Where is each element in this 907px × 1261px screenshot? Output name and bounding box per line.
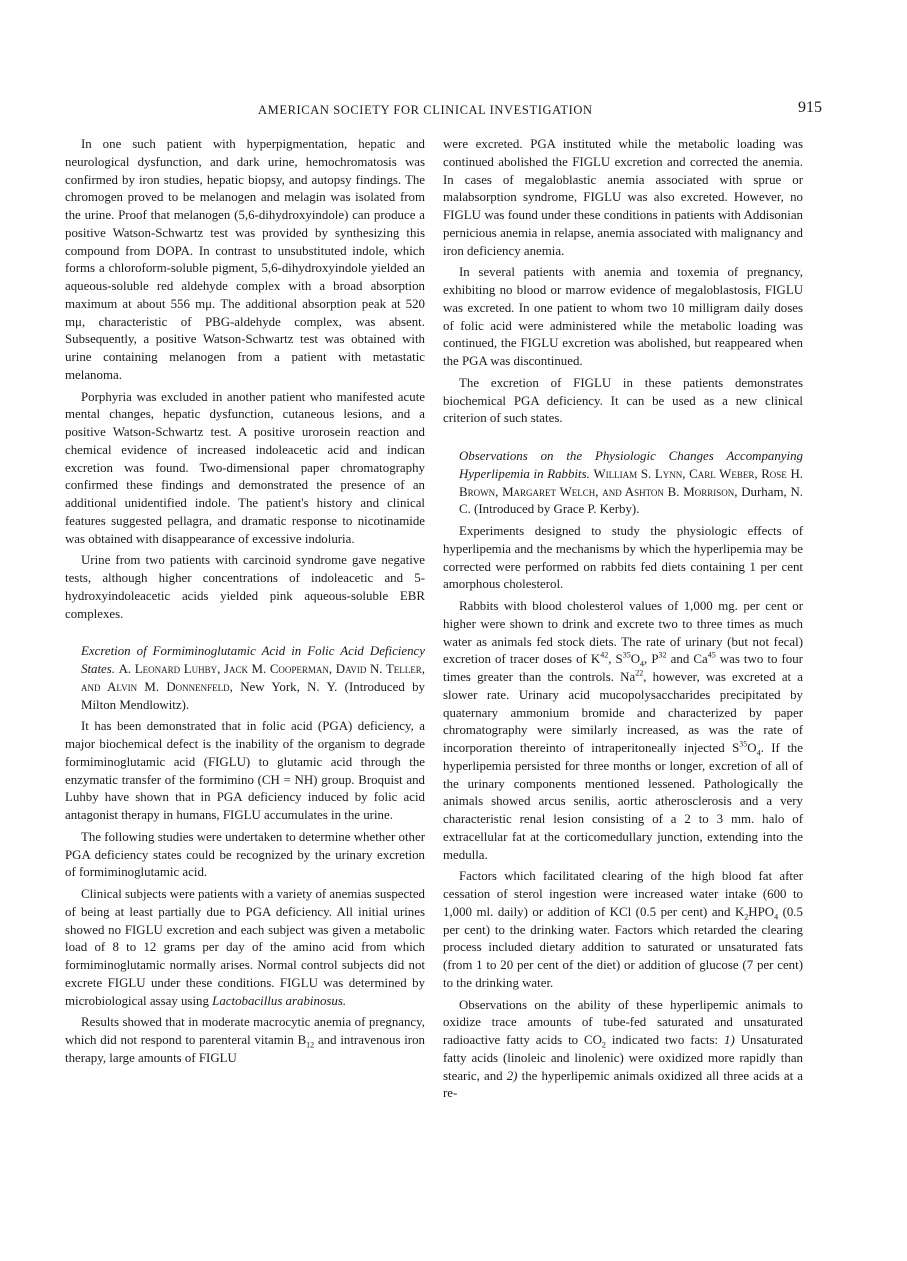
paragraph-text: Results showed that in moderate macrocytic anemia of pregnancy, which did not respond to parenteral vitamin B [65, 1015, 425, 1047]
paragraph-text: , P [644, 652, 659, 667]
left-column [65, 136, 425, 1072]
paragraph-text: Rabbits with blood cholesterol values of 1,000 mg. per cent or higher were shown to drink and excrete two to three times as much water as animals fed stock diets. The rate of urinary (but not fecal) excretion of tracer doses of K [443, 599, 803, 667]
paragraph [443, 868, 803, 992]
subscript: 2 [601, 1040, 606, 1050]
paragraph-text: , S [608, 652, 623, 667]
page-number: 915 [798, 99, 822, 116]
subscript: 4 [756, 748, 761, 758]
paragraph: Porphyria was excluded in another patient who manifested acute mental changes, hepatic dysfunction, cutaneous lesions, and a positive Watson-Schwartz test. A positive urorosein reaction and chemical evidence of increased indoleacetic acid and indican excretion was found. Two-dimensional paper chromatography confirmed these findings and demonstrated the presence of an additional unidentified indole. The patient's history and clinical features suggested pellagra, and dramatic response to nicotinamide was obtained with disappearance of excessive indoluria. [65, 389, 425, 546]
paragraph-text: O [747, 741, 757, 755]
superscript: 45 [707, 650, 716, 660]
paragraph-text: HPO [748, 904, 775, 919]
paragraph: In one such patient with hyperpigmentation, hepatic and neurological dysfunction, and dark urine, hemochromatosis was confirmed by iron studies, hepatic biopsy, and autopsy findings. The chromogen proved to be melanogen and melagin was isolated from the urine. Proof that melanogen (5,6-dihydroxyindole) can produce a positive Watson-Schwartz test was provided by synthesizing this compound from DOPA. In contrast to unsubstituted indole, which forms a chloroform-soluble pigment, 5,6-dihydroxyindole yielded an aqueous-soluble red aldehyde complex with a broad absorption maximum at about 556 mμ. The additional absorption peak at 520 mμ, characteristic of PBG-aldehyde complex, was absent. Subsequently, a positive Watson-Schwartz test was obtained with urine containing melanogen from a patient with metastatic melanoma. [65, 137, 425, 382]
paragraph-text: Unsaturated fatty acids (linoleic and linolenic) were oxidized more rapidly than stearic, and [443, 1033, 803, 1083]
paragraph: Experiments designed to study the physiologic effects of hyperlipemia and the mechanisms by which the hyperlipemia may be corrected were performed on rabbits fed diets containing 1 per cent amorphous cholesterol. [443, 524, 803, 592]
subscript: 4 [774, 912, 779, 922]
paragraph: It has been demonstrated that in folic acid (PGA) deficiency, a major biochemical defect is the inability of the organism to degrade formiminoglutamic acid (FIGLU) to glutamic acid through the enzymatic transfer of the formimino (CH = NH) group. Broquist and Luhby have shown that in PGA deficiency induced by folic acid antagonist therapy in humans, FIGLU accumulates in the urine. [65, 719, 425, 822]
superscript: 35 [739, 739, 748, 749]
paragraph: The excretion of FIGLU in these patients demonstrates biochemical PGA deficiency. It can be used as a new clinical criterion of such states. [443, 375, 803, 426]
running-head: AMERICAN SOCIETY FOR CLINICAL INVESTIGATION [258, 103, 593, 117]
paragraph [65, 886, 425, 1010]
superscript: 35 [622, 650, 631, 660]
superscript: 32 [658, 650, 667, 660]
paragraph-text: was two to four times greater than the controls. Na [443, 652, 803, 684]
paragraph-text: . If the hyperlipemia persisted for three months or longer, excretion of all of the urinary components mentioned lessened. Pathologically the animals showed arcus senilis, aortic atherosclerosis and a very characteristic renal lesion consisting of a 2 to 3 mm. halo of extracellular fat at the corticomedullary junction, extending into the medulla. [443, 741, 803, 862]
subscript: 4 [640, 659, 645, 669]
paragraph-text: O [630, 652, 641, 667]
paragraph-text: Factors which facilitated clearing of the high blood fat after cessation of sterol ingestion were increased water intake (600 to 1,000 ml. daily) or addition of KCl (0.5 per cent) and K [443, 869, 803, 919]
paragraph-text: the hyperlipemic animals oxidized all three acids at a re- [443, 1068, 804, 1101]
paragraph: The following studies were undertaken to determine whether other PGA deficiency states could be recognized by the urinary excretion of formiminoglutamic acid. [65, 829, 425, 880]
superscript: 42 [600, 650, 609, 660]
abstract-affiliation: Durham, N. C. (Introduced by Grace P. Kerby). [459, 484, 803, 517]
subscript: 2 [744, 912, 749, 922]
paragraph-text: , however, was excreted at a slower rate. Urinary acid mucopolysaccharides precipitated by quaternary ammonium bromide and characterized by paper chromatography were similarly increased, as was the rate of incorporation thereinto of intraperitoneally injected S [443, 670, 803, 755]
paragraph [65, 1014, 425, 1067]
abstract-heading [65, 643, 425, 714]
abstract-affiliation: New York, N. Y. (Introduced by Milton Mendlowitz). [81, 679, 425, 712]
paragraph-text: and intravenous iron therapy, large amounts of FIGLU [65, 1033, 425, 1065]
superscript: 22 [635, 668, 644, 678]
paragraph-text: Observations on the ability of these hyperlipemic animals to oxidize trace amounts of tube-fed saturated and unsaturated radioactive fatty acids to CO [443, 997, 803, 1047]
right-column [443, 136, 803, 1107]
paragraph: were excreted. PGA instituted while the metabolic loading was continued abolished the FIGLU excretion and corrected the anemia. In cases of megaloblastic anemia associated with sprue or malabsorption syndrome, FIGLU was also excreted. However, no FIGLU was found under these conditions in patients with Addisonian pernicious anemia in relapse, anemia associated with malignancy and iron deficiency anemia. [443, 137, 803, 258]
abstract-title: Observations on the Physiologic Changes Accompanying Hyperlipemia in Rabbits. [459, 449, 803, 481]
list-number: 1) [724, 1033, 735, 1047]
abstract-authors: A. Leonard Luhby, Jack M. Cooperman, David N. Teller, and Alvin M. Donnenfeld, [81, 662, 425, 694]
paragraph-text: (0.5 per cent) to the drinking water. Factors which retarded the clearing process included dietary addition to saturated or unsaturated fats (from 1 to 20 per cent of the diet) or addition of glucose (7 per cent) to the drinking water. [443, 904, 803, 990]
paragraph-text: Clinical subjects were patients with a variety of anemias suspected of being at least partially due to PGA deficiency. All initial urines showed no FIGLU excretion and each subject was given a metabolic load of 8 to 12 grams per day of the amino acid from which formiminoglutamic normally arises. Normal control subjects did not excrete FIGLU under these conditions. FIGLU was determined by microbiological assay using [65, 887, 425, 1008]
list-number: 2) [506, 1068, 518, 1083]
abstract-title: Excretion of Formiminoglutamic Acid in Folic Acid Deficiency States. [81, 644, 425, 676]
paragraph: In several patients with anemia and toxemia of pregnancy, exhibiting no blood or marrow evidence of megaloblastosis, FIGLU was excreted. In one patient to whom two 10 milligram daily doses of folic acid were administered while the metabolic loading was continued, the FIGLU excretion was abolished, but reappeared when the PGA was discontinued. [443, 265, 803, 368]
paragraph-text: indicated two facts: [605, 1033, 725, 1047]
abstract-authors: William S. Lynn, Carl Weber, Rose H. Brown, Margaret Welch, and Ashton B. Morrison, [459, 466, 803, 499]
abstract-heading [443, 448, 803, 519]
paragraph [443, 997, 803, 1104]
organism-name: Lactobacillus arabinosus. [212, 993, 347, 1008]
paragraph: Urine from two patients with carcinoid syndrome gave negative tests, although higher concentrations of indoleacetic and 5-hydroxyindoleacetic acids yielded pink aqueous-soluble EBR complexes. [65, 553, 425, 621]
paragraph-text: and Ca [666, 652, 708, 667]
subscript: 12 [306, 1040, 315, 1050]
paragraph [443, 598, 803, 864]
